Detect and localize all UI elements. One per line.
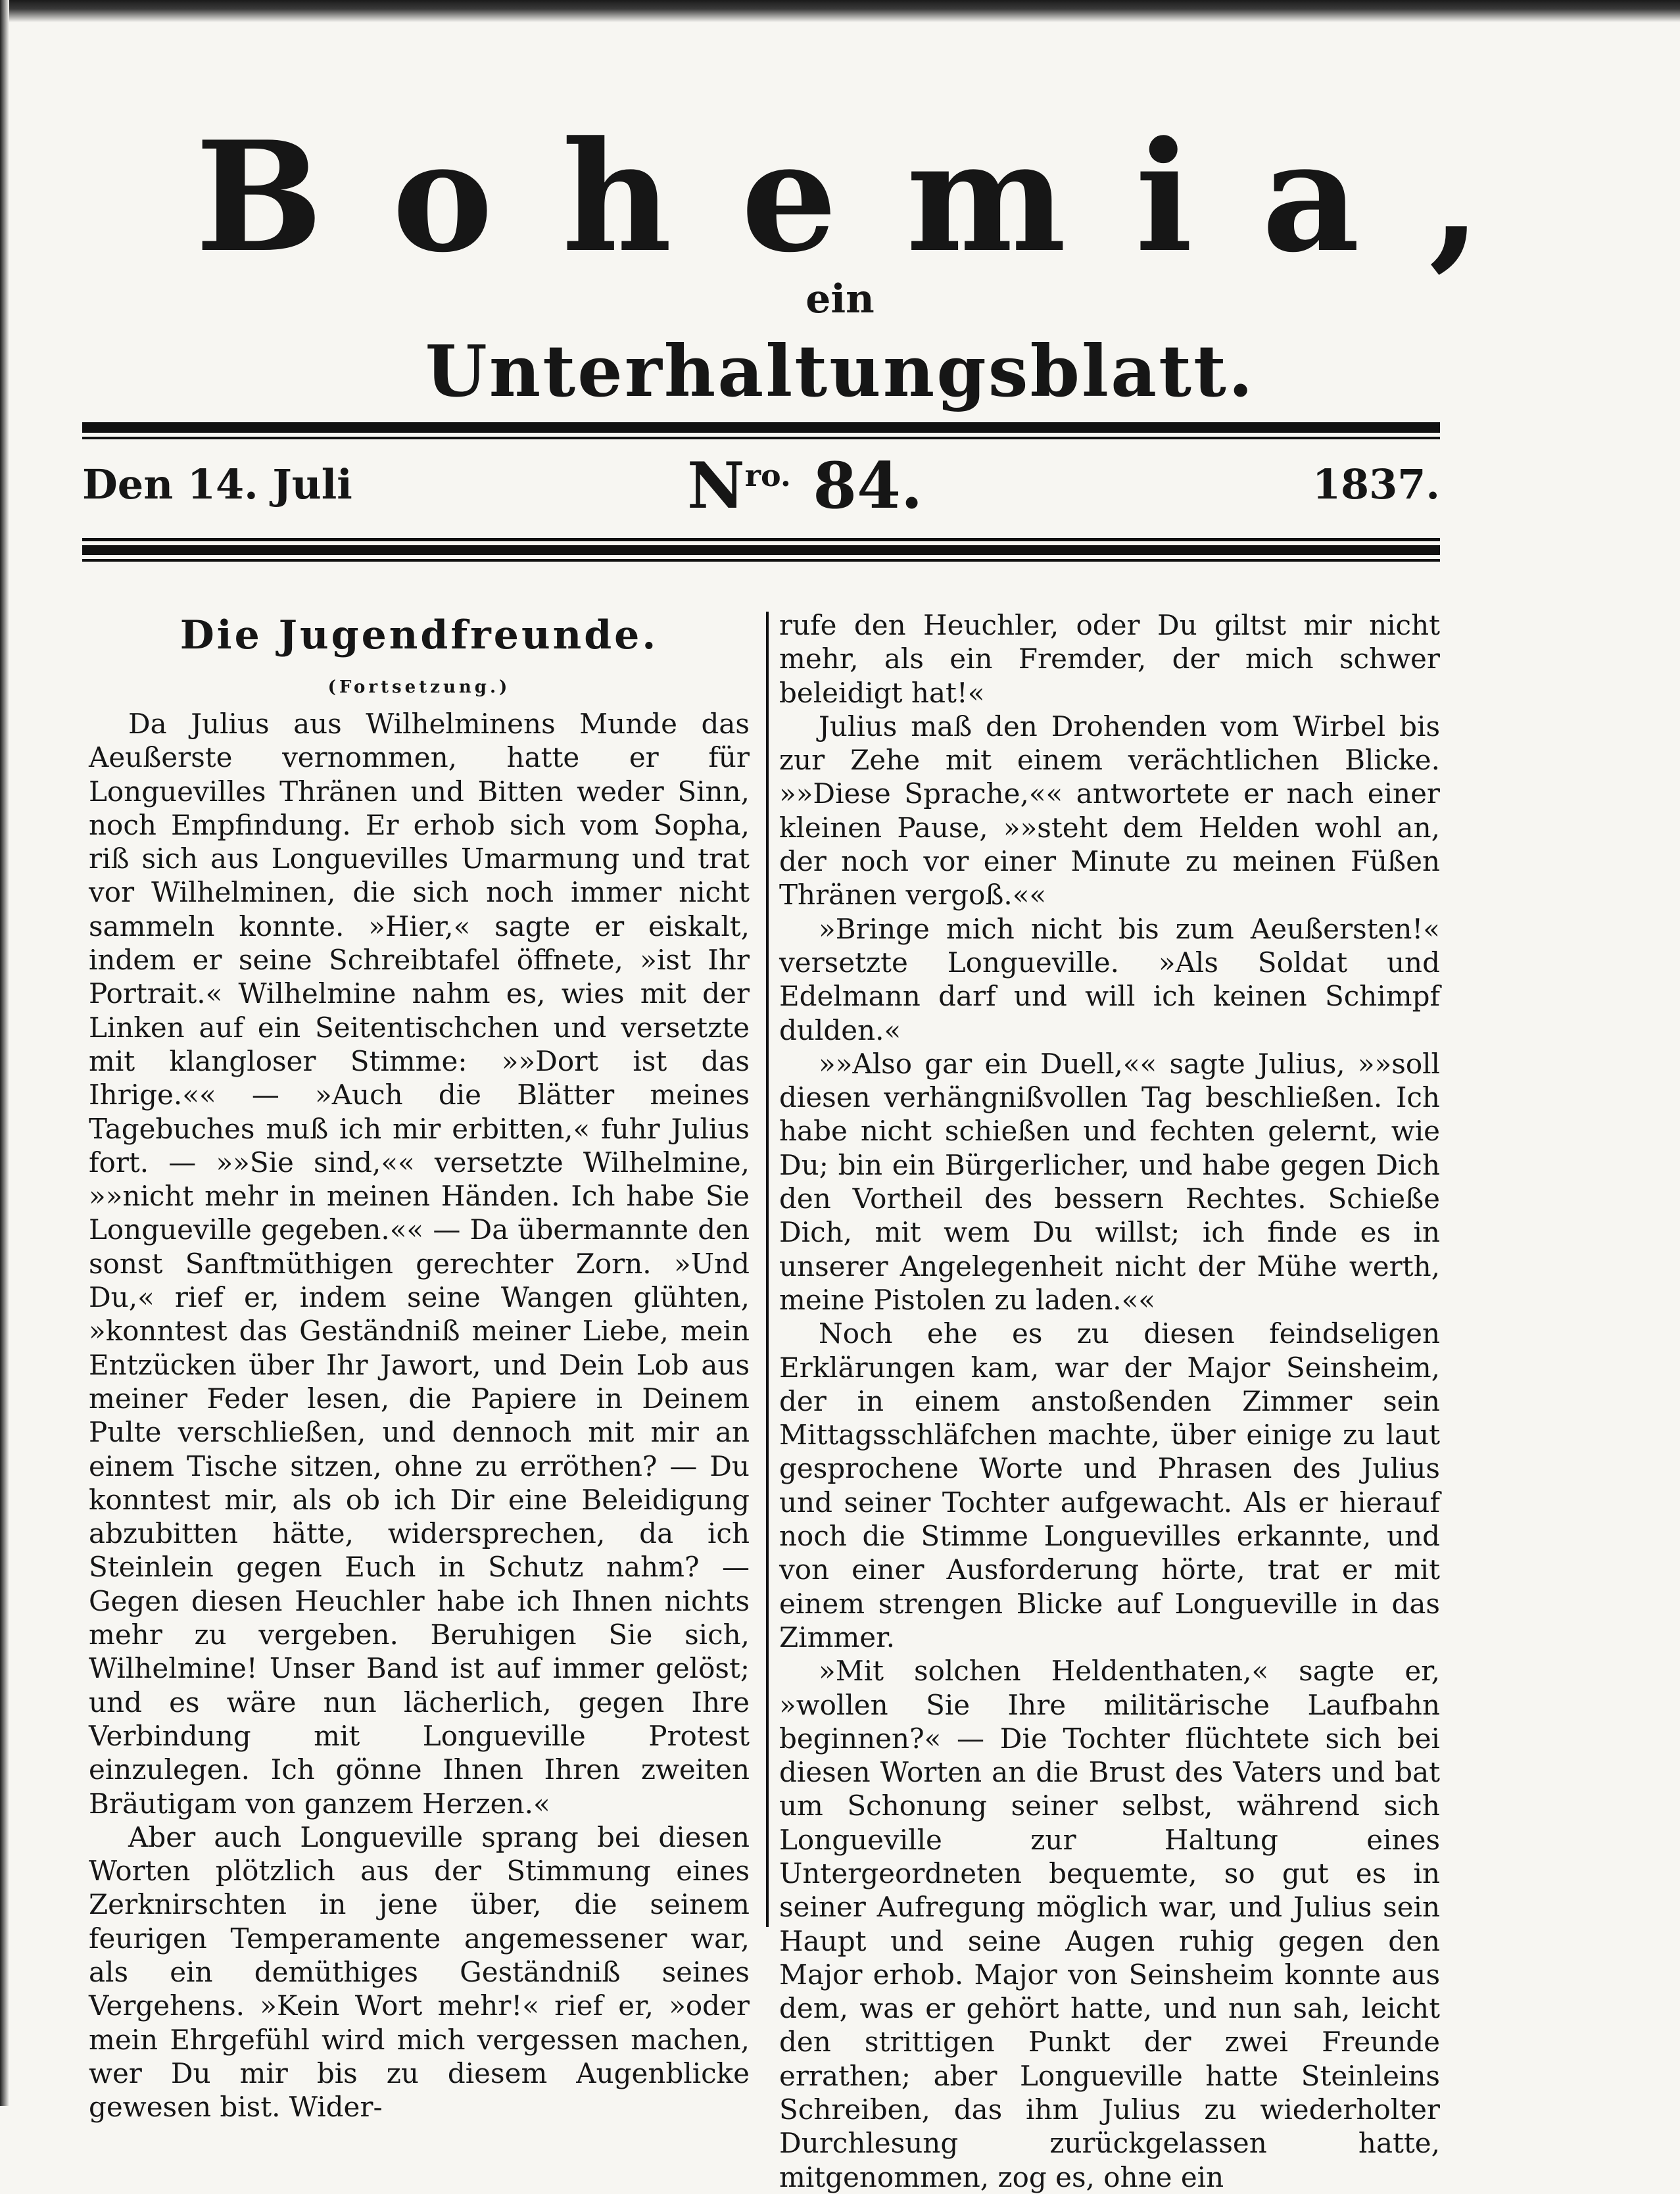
- newspaper-subtitle: Unterhaltungsblatt.: [425, 330, 1255, 413]
- scan-edge-top: [0, 0, 1680, 22]
- paragraph: Julius maß den Drohenden vom Wirbel bis zur Zehe mit einem verächtlichen Blicke. »»Diese Sprache,«« antwortete er nach einer kleinen Pause, »»steht dem Helden wohl an, der noch vor einer Minute zu meinen Füßen Thränen vergoß.««: [779, 710, 1440, 912]
- issue-date: Den 14. Juli: [82, 460, 352, 508]
- issue-number: [687, 449, 923, 523]
- issue-number-value: 84.: [813, 449, 923, 523]
- article-column-right: [779, 608, 1440, 2194]
- dateline: [82, 449, 1440, 533]
- column-divider: [766, 612, 769, 1927]
- paragraph: Aber auch Longueville sprang bei diesen Worten plötzlich aus der Stimmung eines Zerknirschten in jene über, die seinem feurigen Temperamente angemessener war, als ein demüthiges Geständniß seines Vergehens. »Kein Wort mehr!« rief er, »oder mein Ehrgefühl wird mich vergessen machen, wer Du mir bis zu diesem Augenblicke gewesen bist. Wider-: [89, 1820, 750, 2124]
- newspaper-title: Bohemia,: [195, 109, 1551, 286]
- article-column-left: [89, 608, 750, 2124]
- paragraph: Da Julius aus Wilhelminens Munde das Aeußerste vernommen, hatte er für Longuevilles Thränen und Bitten weder Sinn, noch Empfindung. Er erhob sich vom Sopha, riß sich aus Longuevilles Umarmung und trat vor Wilhelminen, die sich noch immer nicht sammeln konnte. »Hier,« sagte er eiskalt, indem er seine Schreibtafel öffnete, »ist Ihr Portrait.« Wilhelmine nahm es, wies mit der Linken auf ein Seitentischchen und versetzte mit klangloser Stimme: »»Dort ist das Ihrige.«« — »Auch die Blätter meines Tagebuches muß ich mir erbitten,« fuhr Julius fort. — »»Sie sind,«« versetzte Wilhelmine, »»nicht mehr in meinen Händen. Ich habe Sie Longueville gegeben.«« — Da übermannte den sonst Sanftmüthigen gerechter Zorn. »Und Du,« rief er, indem seine Wangen glühten, »konntest das Geständniß meiner Liebe, mein Entzücken über Ihr Jawort, und Dein Lob aus meiner Feder lesen, die Papiere in Deinem Pulte verschließen, und dennoch mit mir an einem Tische sitzen, ohne zu erröthen? — Du konntest mir, als ob ich Dir eine Beleidigung abzubitten hätte, widersprechen, da ich Steinlein gegen Euch in Schutz nahm? — Gegen diesen Heuchler habe ich Ihnen nichts mehr zu vergeben. Beruhigen Sie sich, Wilhelmine! Unser Band ist auf immer gelöst; und es wäre nun lächerlich, gegen Ihre Verbindung mit Longueville Protest einzulegen. Ich gönne Ihnen Ihren zweiten Bräutigam von ganzem Herzen.«: [89, 708, 750, 1820]
- paragraph: »Bringe mich nicht bis zum Aeußersten!« versetzte Longueville. »Als Soldat und Edelmann darf und will ich keinen Schimpf dulden.«: [779, 912, 1440, 1046]
- rule-thin-lower: [82, 559, 1440, 562]
- paragraph: »»Also gar ein Duell,«« sagte Julius, »»soll diesen verhängnißvollen Tag beschließen. Ich habe nicht schießen und fechten gelernt, wie Du; bin ein Bürgerlicher, und habe gegen Dich den Vortheil des bessern Rechtes. Schieße Dich, mit wem Du willst; ich finde es in unserer Angelegenheit nicht der Mühe werth, meine Pistolen zu laden.««: [779, 1047, 1440, 1316]
- issue-number-sup: ro.: [744, 458, 791, 493]
- article-headline: Die Jugendfreunde.: [180, 612, 659, 658]
- rule-thick: [82, 545, 1440, 555]
- rule-thin-upper: [82, 538, 1440, 541]
- top-rule-thin: [82, 437, 1440, 439]
- issue-year: 1837.: [1312, 460, 1440, 508]
- issue-number-prefix: N: [687, 449, 745, 523]
- top-rule-thick: [82, 422, 1440, 433]
- article-continued-label: (Fortsetzung.): [327, 677, 511, 697]
- paragraph: rufe den Heuchler, oder Du giltst mir nicht mehr, als ein Fremder, der mich schwer beleidigt hat!«: [779, 609, 1440, 709]
- paragraph: »Mit solchen Heldenthaten,« sagte er, »wollen Sie Ihre militärische Laufbahn beginnen?« — Die Tochter flüchtete sich bei diesen Worten an die Brust des Vaters und bat um Schonung seiner selbst, während sich Longueville zur Haltung eines Untergeordneten bequemte, so gut es in seiner Aufregung möglich war, und Julius sein Haupt und seine Augen ruhig gegen den Major erhob. Major von Seinsheim konnte aus dem, was er gehört hatte, und nun sah, leicht den strittigen Punkt der zwei Freunde errathen; aber Longueville hatte Steinleins Schreiben, das ihm Julius zu wiederholter Durchlesung zurückgelassen hatte, mitgenommen, zog es, ohne ein: [779, 1655, 1440, 2193]
- paragraph: Noch ehe es zu diesen feindseligen Erklärungen kam, war der Major Seinsheim, der in einem anstoßenden Zimmer sein Mittagsschläfchen machte, über einige zu laut gesprochene Worte und Phrasen des Julius und seiner Tochter aufgewacht. Als er hierauf noch die Stimme Longuevilles erkannte, und von einer Ausforderung hörte, trat er mit einem strengen Blicke auf Longueville in das Zimmer.: [779, 1317, 1440, 1653]
- subtitle-ein: ein: [805, 276, 875, 322]
- masthead: [0, 109, 1680, 414]
